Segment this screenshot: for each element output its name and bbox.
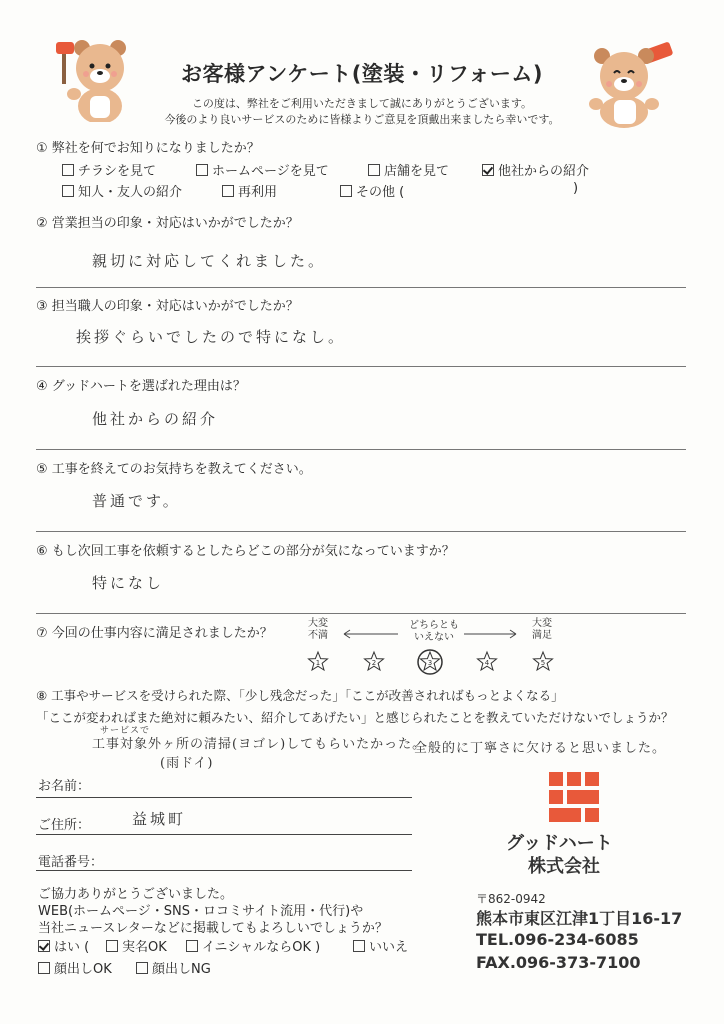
divider <box>36 449 686 450</box>
checkbox[interactable] <box>368 164 380 176</box>
svg-text:2: 2 <box>371 659 377 667</box>
option-flyer[interactable]: チラシを見て <box>62 160 156 179</box>
checkbox[interactable] <box>136 962 148 974</box>
answer-8-line-1[interactable]: 工事対象外ヶ所の清掃(ヨゴレ)してもらいたかった。 <box>92 737 427 752</box>
scale-arrows <box>340 628 520 640</box>
svg-text:5: 5 <box>540 659 546 667</box>
address-value[interactable]: 益城町 <box>132 810 187 828</box>
answer-3[interactable]: 挨拶ぐらいでしたので特になし。 <box>76 328 347 346</box>
option-friend[interactable]: 知人・友人の紹介 <box>62 181 182 200</box>
page-title: お客様アンケート(塗装・リフォーム) <box>181 62 543 86</box>
svg-text:1: 1 <box>315 659 321 667</box>
divider <box>36 366 686 367</box>
company-tel[interactable]: TEL.096-234-6085 <box>476 930 639 949</box>
intro-line-2: 今後のより良いサービスのために皆様よりご意見を頂戴出来ましたら幸いです。 <box>164 113 560 126</box>
question-7-label: ⑦ 今回の仕事内容に満足されましたか？ <box>36 626 273 641</box>
consent-text-1: WEB(ホームページ・SNS・ロコミサイト流用・代行)や <box>38 904 364 919</box>
answer-2[interactable]: 親切に対応してくれました。 <box>92 252 327 270</box>
option-reuse[interactable]: 再利用 <box>222 181 277 200</box>
scale-high-label: 大変 満足 <box>532 618 552 641</box>
rating-star-2[interactable] <box>361 649 387 679</box>
company-address: 熊本市東区江津1丁目16-17 <box>476 909 683 928</box>
rating-star-3[interactable] <box>417 649 443 679</box>
checkbox[interactable] <box>186 940 198 952</box>
question-6-label: ⑥ もし次回工事を依頼するとしたらどこの部分が気になっていますか？ <box>36 544 455 559</box>
option-no[interactable]: いいえ <box>353 936 408 955</box>
checkbox[interactable] <box>38 962 50 974</box>
postal-code: 〒862-0942 <box>476 892 546 906</box>
answer-8-line-3[interactable]: 全般的に丁寧さに欠けると思いました。 <box>414 741 667 756</box>
rating-star-1[interactable] <box>305 649 331 679</box>
option-face-ng[interactable]: 顔出しNG <box>136 958 211 977</box>
option-other-close: ) <box>573 181 579 196</box>
name-field[interactable] <box>36 797 412 798</box>
option-initials[interactable]: イニシャルならOK ) <box>186 936 320 955</box>
checkbox[interactable] <box>340 185 352 197</box>
checkbox[interactable] <box>196 164 208 176</box>
checkbox[interactable] <box>62 164 74 176</box>
question-1-label: ① 弊社を何でお知りになりましたか？ <box>36 141 260 156</box>
divider <box>36 531 686 532</box>
answer-4[interactable]: 他社からの紹介 <box>92 410 219 428</box>
divider <box>36 287 686 288</box>
question-8-label-2: 「ここが変わればまた絶対に頼みたい、紹介してあげたい」と感じられたことを教えていただけないでしょうか？ <box>36 710 674 725</box>
option-store[interactable]: 店舗を見て <box>368 160 449 179</box>
checkbox[interactable] <box>62 185 74 197</box>
option-referral-other-company[interactable]: 他社からの紹介 <box>482 160 589 179</box>
checkbox-checked[interactable] <box>482 164 494 176</box>
intro-line-1: この度は、弊社をご利用いただきまして誠にありがとうございます。 <box>191 97 533 110</box>
option-homepage[interactable]: ホームページを見て <box>196 160 329 179</box>
svg-text:4: 4 <box>484 659 490 667</box>
answer-6[interactable]: 特になし <box>92 574 165 592</box>
company-type: 株式会社 <box>528 856 600 877</box>
checkbox[interactable] <box>353 940 365 952</box>
company-logo-icon <box>549 772 599 822</box>
company-name: グッドハート <box>506 833 613 854</box>
answer-5[interactable]: 普通です。 <box>92 492 181 510</box>
checkbox[interactable] <box>222 185 234 197</box>
option-face-ok[interactable]: 顔出しOK <box>38 958 112 977</box>
company-fax: FAX.096-373-7100 <box>476 953 641 972</box>
option-yes[interactable]: はい ( <box>38 936 89 955</box>
question-3-label: ③ 担当職人の印象・対応はいかがでしたか？ <box>36 299 299 314</box>
scale-mid-label: どちらとも いえない <box>409 620 459 643</box>
option-real-name[interactable]: 実名OK <box>106 936 167 955</box>
answer-8-ruby: サービスで <box>100 726 151 736</box>
consent-text-2: 当社ニュースレターなどに掲載してもよろしいでしょうか？ <box>38 921 388 936</box>
checkbox[interactable] <box>106 940 118 952</box>
answer-8-line-2[interactable]: (雨ドイ) <box>160 756 214 771</box>
svg-text:3: 3 <box>427 659 433 667</box>
phone-field[interactable] <box>36 870 412 871</box>
question-8-label: ⑧ 工事やサービスを受けられた際、「少し残念だった」「ここが改善されればもっとよくなる」 <box>36 688 564 703</box>
address-label: ご住所： <box>38 818 91 833</box>
phone-label: 電話番号： <box>38 855 104 870</box>
question-5-label: ⑤ 工事を終えてのお気持ちを教えてください。 <box>36 462 312 477</box>
divider <box>36 613 686 614</box>
scale-low-label: 大変 不満 <box>308 618 328 641</box>
rating-star-4[interactable] <box>474 649 500 679</box>
rating-star-5[interactable] <box>530 649 556 679</box>
option-other[interactable]: その他 ( <box>340 181 404 200</box>
address-field[interactable] <box>36 834 412 835</box>
checkbox-checked[interactable] <box>38 940 50 952</box>
question-4-label: ④ グッドハートを選ばれた理由は？ <box>36 379 246 394</box>
name-label: お名前： <box>38 779 91 794</box>
thanks-text: ご協力ありがとうございました。 <box>38 887 234 902</box>
question-2-label: ② 営業担当の印象・対応はいかがでしたか？ <box>36 216 299 231</box>
